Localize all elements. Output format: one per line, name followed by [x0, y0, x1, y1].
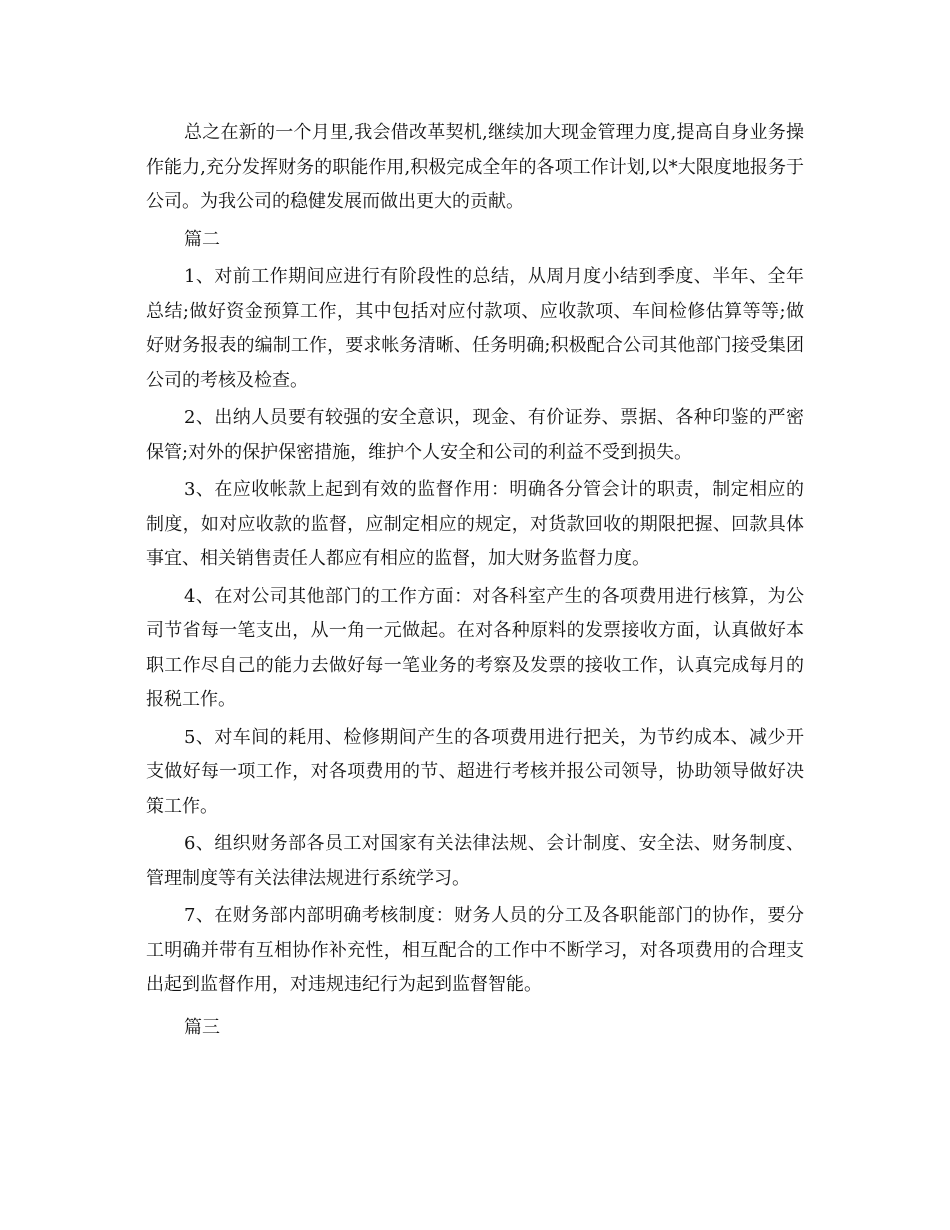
paragraph-item-5: 5、对车间的耗用、检修期间产生的各项费用进行把关，为节约成本、减少开支做好每一项工作，对各项费用的节、超进行考核并报公司领导，协助领导做好决策工作。	[146, 726, 804, 817]
document-body	[146, 116, 804, 1045]
paragraph-item-6: 6、组织财务部各员工对国家有关法律法规、会计制度、安全法、财务制度、管理制度等有关法律法规进行系统学习。	[146, 833, 804, 889]
paragraph-item-4: 4、在对公司其他部门的工作方面：对各科室产生的各项费用进行核算，为公司节省每一笔支出，从一角一元做起。在对各种原料的发票接收方面，认真做好本职工作尽自己的能力去做好每一笔业务的考察及发票的接收工作，认真完成每月的报税工作。	[146, 585, 804, 710]
section-heading-part-two: 篇二	[184, 228, 220, 250]
section-heading-part-three: 篇三	[184, 1016, 220, 1038]
paragraph-summary: 总之在新的一个月里,我会借改革契机,继续加大现金管理力度,提高自身业务操作能力,充分发挥财务的职能作用,积极完成全年的各项工作计划,以*大限度地报务于公司。为我公司的稳健发展而做出更大的贡献。	[146, 122, 804, 212]
paragraph-item-3: 3、在应收帐款上起到有效的监督作用：明确各分管会计的职责，制定相应的制度，如对应收款的监督，应制定相应的规定，对货款回收的期限把握、回款具体事宜、相关销售责任人都应有相应的监督，加大财务监督力度。	[146, 479, 804, 569]
paragraph-item-7: 7、在财务部内部明确考核制度：财务人员的分工及各职能部门的协作，要分工明确并带有互相协作补充性，相互配合的工作中不断学习，对各项费用的合理支出起到监督作用，对违规违纪行为起到监督智能。	[146, 905, 804, 995]
paragraph-item-2: 2、出纳人员要有较强的安全意识，现金、有价证券、票据、各种印鉴的严密保管;对外的保护保密措施，维护个人安全和公司的利益不受到损失。	[146, 407, 804, 463]
paragraph-item-1: 1、对前工作期间应进行有阶段性的总结，从周月度小结到季度、半年、全年总结;做好资金预算工作，其中包括对应付款项、应收款项、车间检修估算等等;做好财务报表的编制工作，要求帐务清晰、任务明确;积极配合公司其他部门接受集团公司的考核及检查。	[146, 266, 804, 391]
